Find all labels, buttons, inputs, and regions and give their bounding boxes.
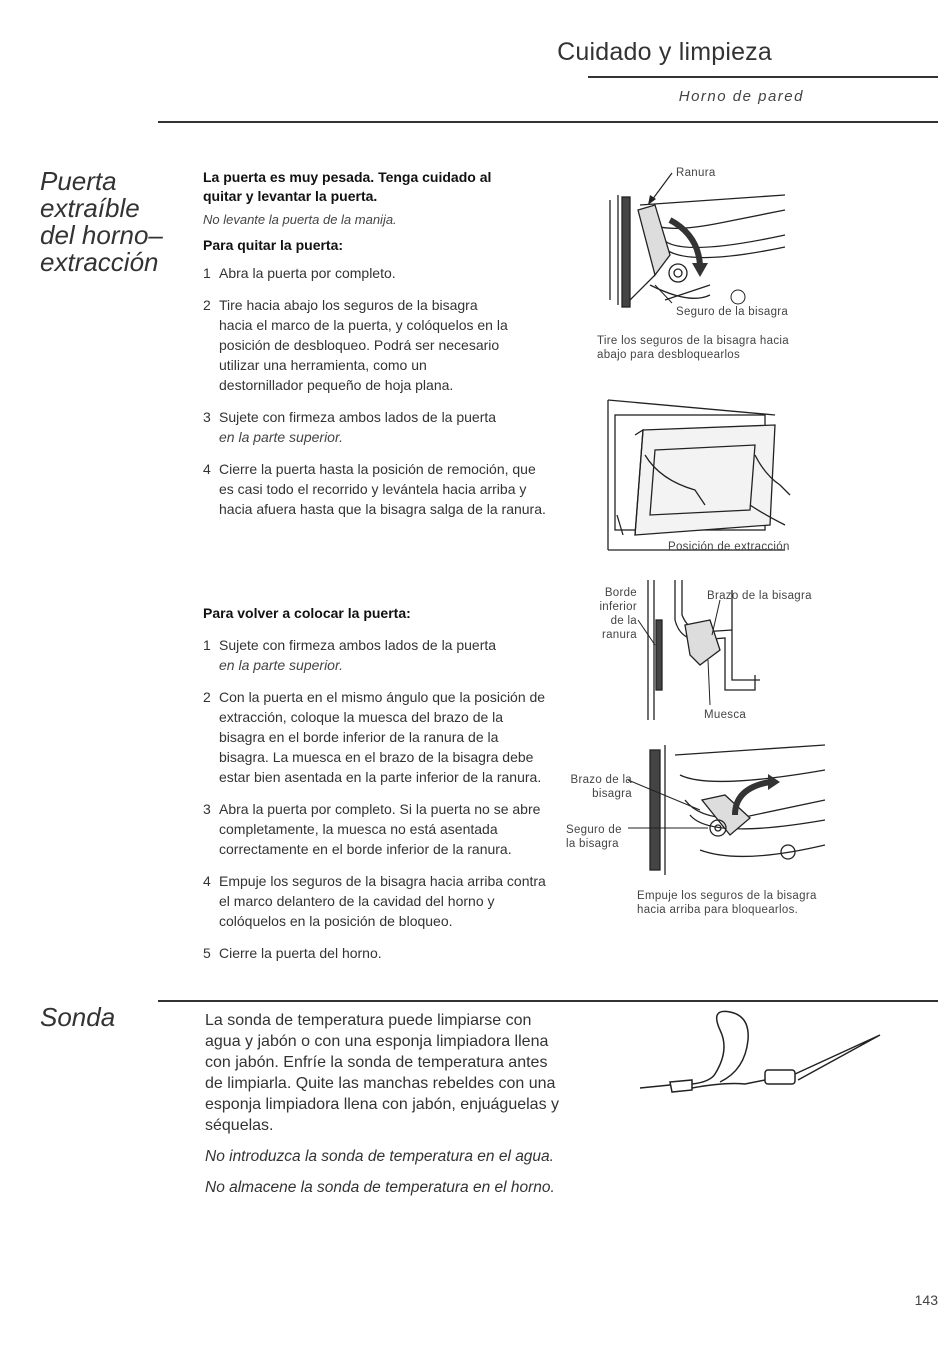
list-item xyxy=(203,687,548,787)
section-title-line: Puerta xyxy=(40,166,117,196)
figure-label: Muesca xyxy=(704,709,747,721)
warning-text: La puerta es muy pesada. Tenga cuidado al quitar y levantar la puerta. xyxy=(203,169,492,204)
step-number: 3 xyxy=(203,801,211,817)
hinge-unlock-illustration xyxy=(600,165,800,315)
section-divider xyxy=(158,1000,938,1002)
step-number: 4 xyxy=(203,873,211,889)
section-title-line: extracción xyxy=(40,247,159,277)
section-title-line: extraíble xyxy=(40,193,140,223)
list-item xyxy=(203,799,548,859)
list-item xyxy=(203,943,548,963)
step-text: Abra la puerta por completo. xyxy=(219,265,396,281)
step-text: Con la puerta en el mismo ángulo que la posición de extracción, coloque la muesca del brazo de la bisagra en el borde inferior de la ranura de la bisagra. La muesca en el brazo de la bisagra debe estar bien asentada en la parte inferior de la ranura. xyxy=(219,689,546,785)
replace-instructions xyxy=(203,605,548,975)
step-text: Sujete con firmeza ambos lados de la puerta xyxy=(219,409,497,425)
figure-label: Brazo de la bisagra xyxy=(570,774,632,800)
remove-heading: Para quitar la puerta: xyxy=(203,237,344,253)
door-instructions xyxy=(203,168,548,531)
list-item xyxy=(203,871,548,931)
probe-text: La sonda de temperatura puede limpiarse con agua y jabón o con una esponja limpiadora llena con jabón. Enfríe la sonda de temperatura antes de limpiarla. Quite las manchas rebeldes con una esponja limpiadora llena con jabón, enjuáguelas y séquelas. xyxy=(205,1012,560,1134)
page-header-title: Cuidado y limpieza xyxy=(557,38,772,66)
step-number: 2 xyxy=(203,689,211,705)
step-text: Abra la puerta por completo. Si la puerta no se abre completamente, la muesca no está asentada correctamente en el borde inferior de la ranura. xyxy=(219,801,541,857)
replace-steps xyxy=(203,635,548,963)
warning-note: No levante la puerta de la manija. xyxy=(203,212,397,227)
section-title-door xyxy=(40,168,163,276)
list-item xyxy=(203,263,548,283)
step-italic: en la parte superior. xyxy=(219,657,343,673)
section-title-probe: Sonda xyxy=(40,1002,116,1032)
probe-instructions xyxy=(205,1010,565,1198)
hinge-lock-illustration xyxy=(630,740,830,880)
step-number: 1 xyxy=(203,265,211,281)
replace-heading: Para volver a colocar la puerta: xyxy=(203,605,411,621)
figure-label: Brazo de la bisagra xyxy=(707,590,812,602)
probe-note: No almacene la sonda de temperatura en el horno. xyxy=(205,1179,555,1196)
probe-note: No introduzca la sonda de temperatura en el agua. xyxy=(205,1148,554,1165)
page-number: 143 xyxy=(914,1292,938,1308)
figure-label: Seguro de la bisagra xyxy=(566,824,622,850)
step-text: Cierre la puerta del horno. xyxy=(219,945,382,961)
section-divider-top xyxy=(158,121,938,123)
figure-caption: Empuje los seguros de la bisagra hacia arriba para bloquearlos. xyxy=(637,890,817,916)
step-text: Tire hacia abajo los seguros de la bisagra hacia el marco de la puerta, y colóquelos en la posición de desbloqueo. Podrá ser necesario utilizar una herramienta, como un destornillador pequeño de hoja plana. xyxy=(219,297,508,393)
temperature-probe-illustration xyxy=(630,1010,890,1115)
list-item xyxy=(203,635,548,675)
step-text: Cierre la puerta hasta la posición de remoción, que es casi todo el recorrido y levántela hacia arriba y hacia afuera hasta que la bisagra salga de la ranura. xyxy=(219,461,546,517)
figure-label: Borde inferior de la ranura xyxy=(599,587,637,641)
list-item xyxy=(203,295,509,395)
remove-steps xyxy=(203,263,548,519)
figure-label: Ranura xyxy=(676,167,716,179)
door-removal-illustration xyxy=(605,395,790,550)
step-italic: en la parte superior. xyxy=(219,429,343,445)
header-rule xyxy=(588,76,938,78)
figure-caption: Tire los seguros de la bisagra hacia abajo para desbloquearlos xyxy=(597,335,789,361)
step-number: 1 xyxy=(203,637,211,653)
figure-caption: Posición de extracción xyxy=(668,541,790,553)
section-title-line: del horno– xyxy=(40,220,163,250)
list-item xyxy=(203,407,548,447)
step-number: 2 xyxy=(203,297,211,313)
step-text: Sujete con firmeza ambos lados de la puerta xyxy=(219,637,497,653)
step-number: 4 xyxy=(203,461,211,477)
page-header-subtitle: Horno de pared xyxy=(678,88,804,105)
figure-label: Seguro de la bisagra xyxy=(676,306,789,318)
step-number: 3 xyxy=(203,409,211,425)
list-item xyxy=(203,459,548,519)
step-number: 5 xyxy=(203,945,211,961)
step-text: Empuje los seguros de la bisagra hacia arriba contra el marco delantero de la cavidad del horno y colóquelos en la posición de bloqueo. xyxy=(219,873,546,929)
